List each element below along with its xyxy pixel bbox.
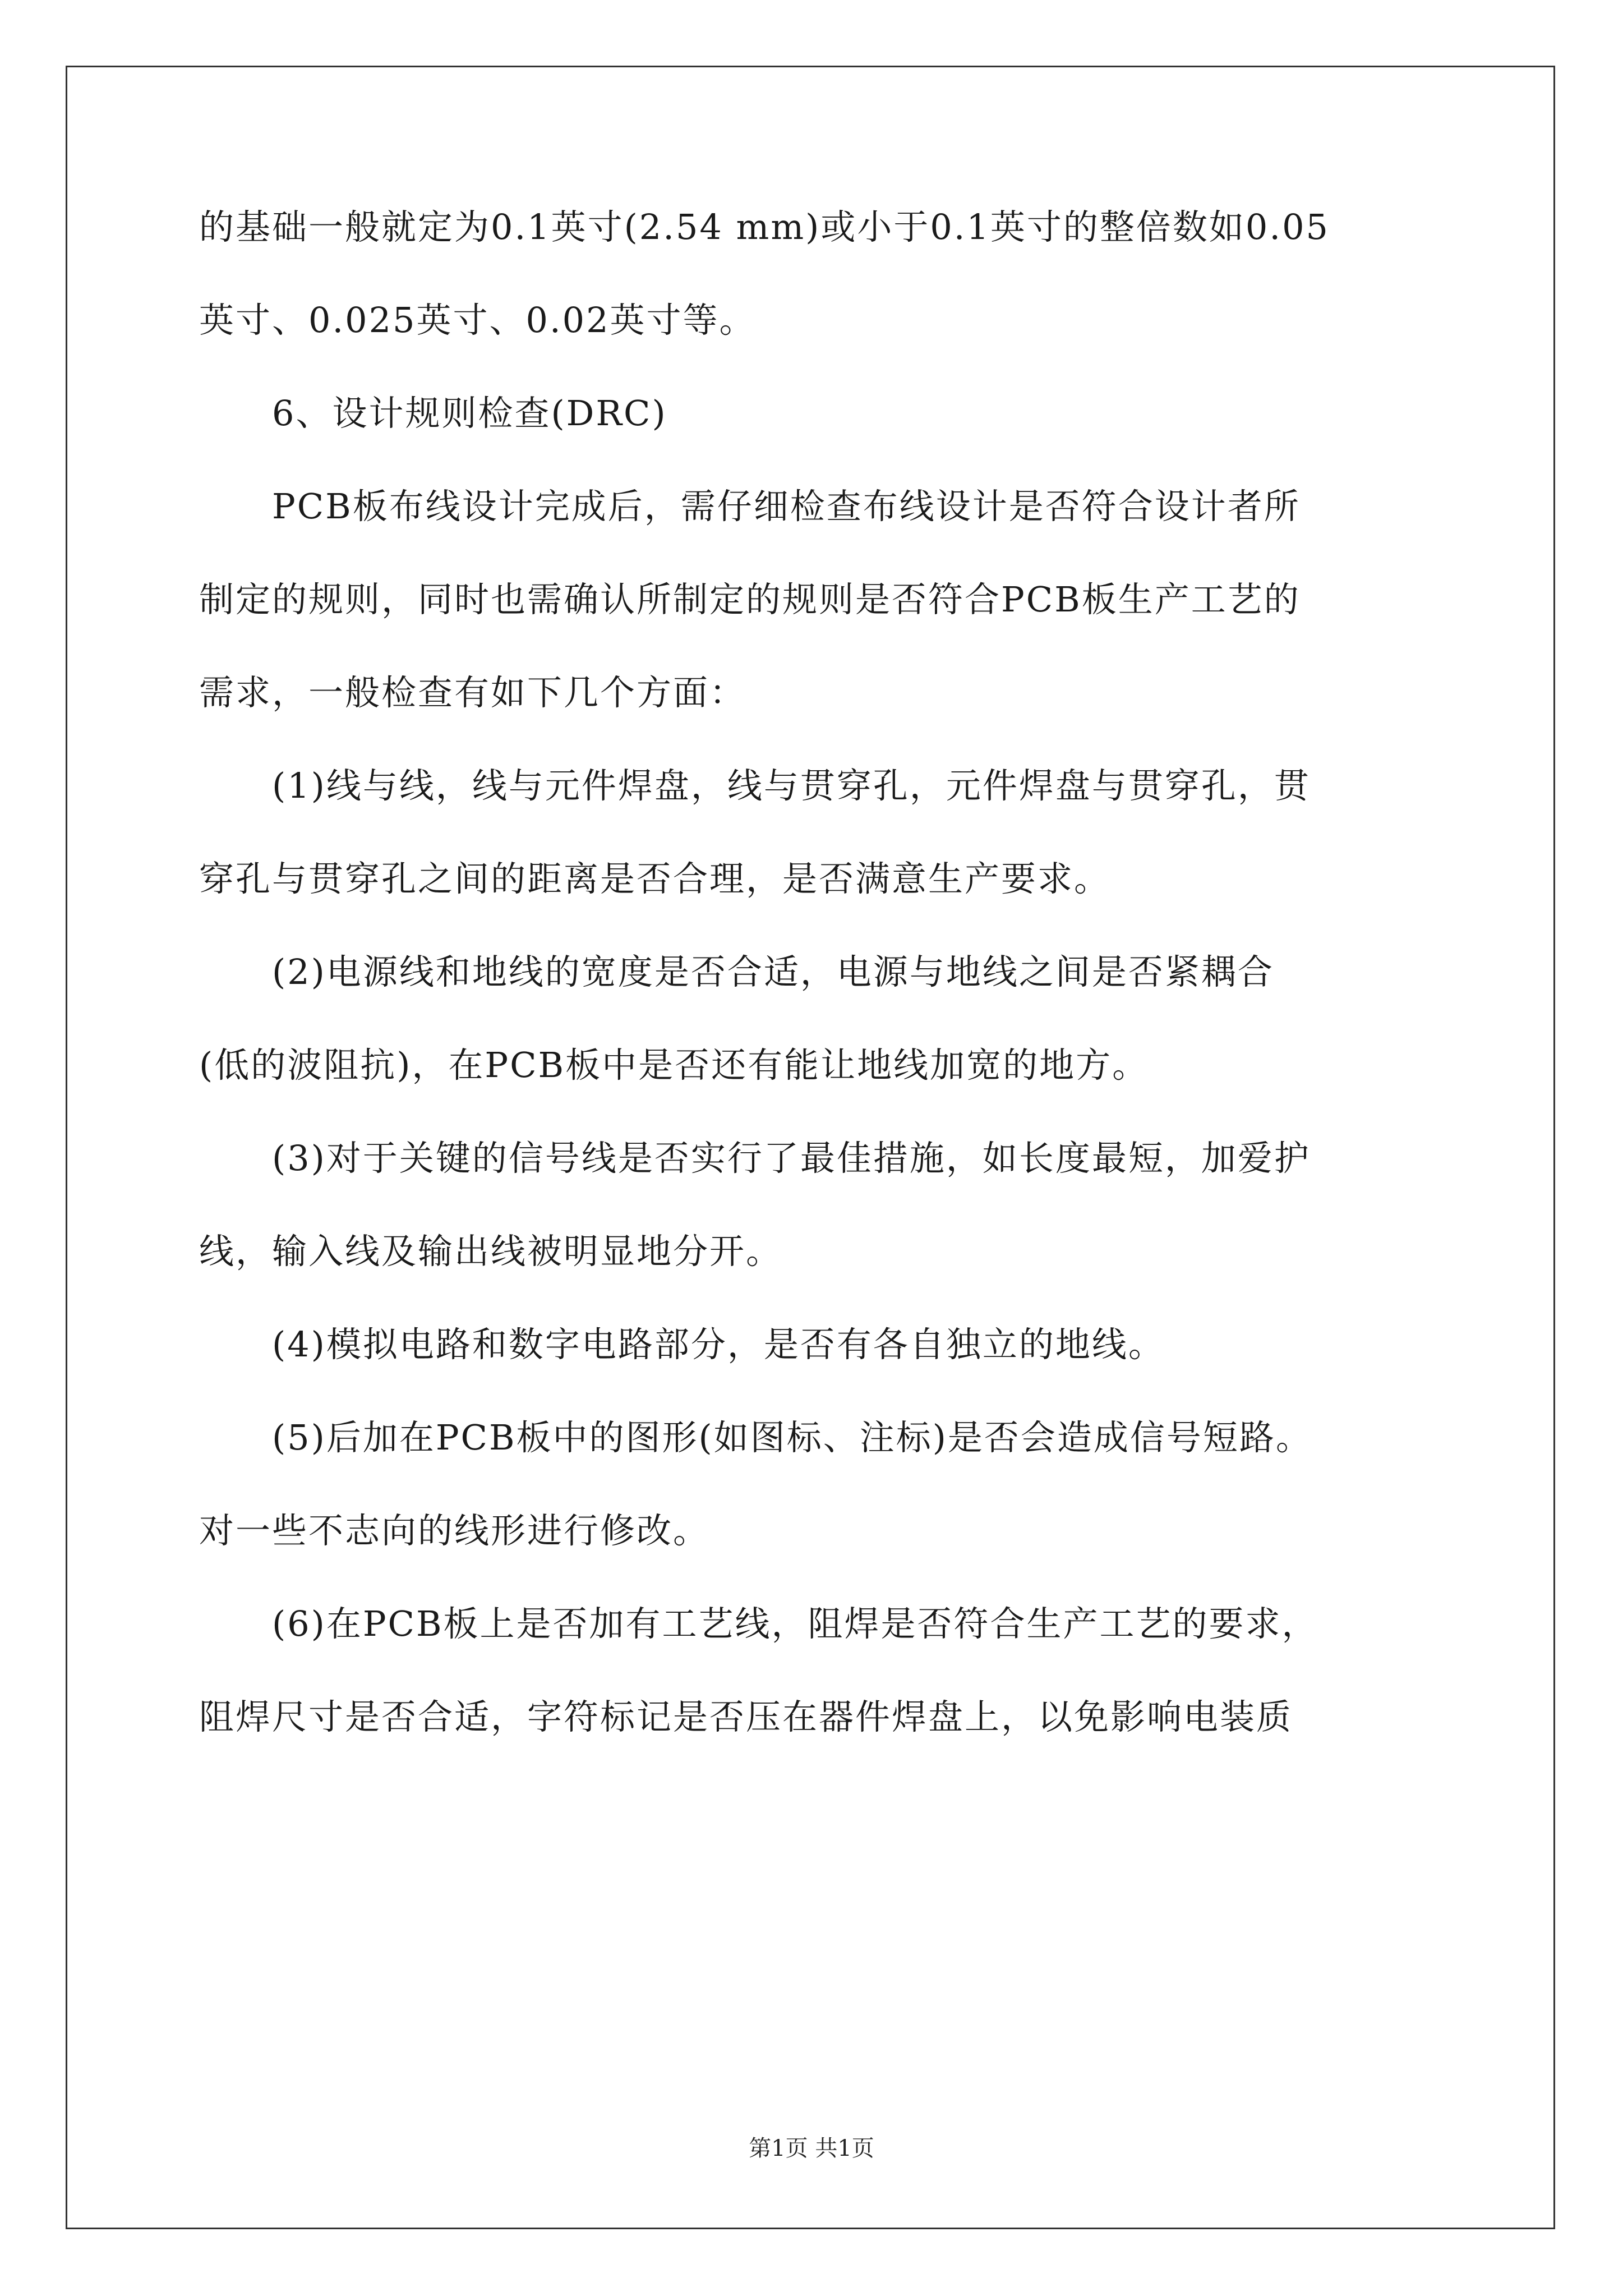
page-number-footer: 第1页 共1页: [749, 2136, 874, 2161]
check-item-1-line-1: (1)线与线，线与元件焊盘，线与贯穿孔，元件焊盘与贯穿孔，贯: [272, 765, 1311, 806]
check-item-5-line-2: 对一些不志向的线形进行修改。: [199, 1510, 710, 1551]
check-item-2-line-1: (2)电源线和地线的宽度是否合适，电源与地线之间是否紧耦合: [272, 951, 1274, 992]
check-item-1-line-2: 穿孔与贯穿孔之间的距离是否合理，是否满意生产要求。: [199, 858, 1111, 899]
text-line-6: 需求，一般检查有如下几个方面：: [199, 672, 746, 713]
check-item-6-line-2: 阻焊尺寸是否合适，字符标记是否压在器件焊盘上，以免影响电装质: [199, 1696, 1293, 1737]
check-item-3-line-1: (3)对于关键的信号线是否实行了最佳措施，如长度最短，加爱护: [272, 1138, 1311, 1179]
section-heading-drc: 6、设计规则检查(DRC): [272, 393, 667, 434]
text-line-4: PCB板布线设计完成后，需仔细检查布线设计是否符合设计者所: [272, 486, 1301, 527]
check-item-5-line-1: (5)后加在PCB板中的图形(如图标、注标)是否会造成信号短路。: [272, 1417, 1312, 1458]
check-item-2-line-2: (低的波阻抗)，在PCB板中是否还有能让地线加宽的地方。: [199, 1045, 1149, 1085]
check-item-3-line-2: 线，输入线及输出线被明显地分开。: [199, 1231, 783, 1272]
check-item-6-line-1: (6)在PCB板上是否加有工艺线，阻焊是否符合生产工艺的要求，: [272, 1603, 1318, 1644]
text-line-1: 的基础一般就定为0.1英寸(2.54 mm)或小于0.1英寸的整倍数如0.05: [199, 206, 1330, 247]
check-item-4: (4)模拟电路和数字电路部分，是否有各自独立的地线。: [272, 1324, 1165, 1365]
text-line-2: 英寸、0.025英寸、0.02英寸等。: [199, 300, 756, 341]
document-body: [199, 208, 1433, 1737]
text-line-5: 制定的规则，同时也需确认所制定的规则是否符合PCB板生产工艺的: [199, 579, 1301, 620]
